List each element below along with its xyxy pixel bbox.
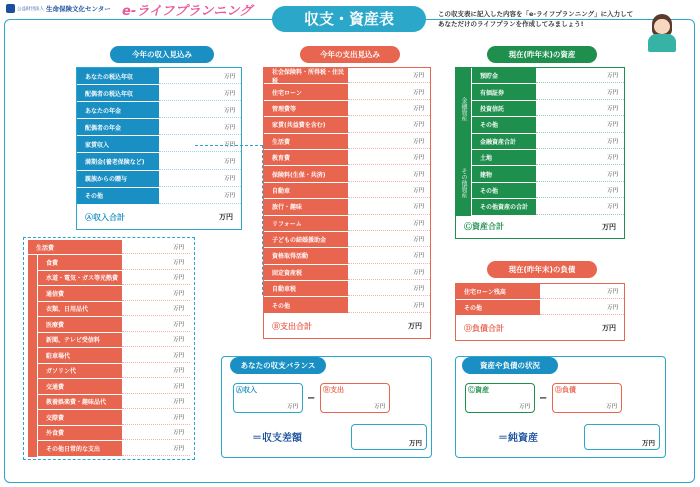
asset-other-row-value[interactable] [536, 166, 624, 181]
income-row-label: 配偶者の税込年収 [77, 85, 159, 101]
living-row-label: 交通費 [38, 379, 122, 394]
living-row-unit: 万円 [172, 290, 184, 297]
expense-row-label: 家賃(共益費を含む) [264, 117, 348, 132]
expense-total[interactable] [264, 314, 430, 339]
expense-row-value[interactable] [348, 265, 430, 280]
income-row-label: あなたの年金 [77, 102, 159, 118]
expense-row[interactable] [264, 232, 430, 248]
expense-row-value[interactable] [348, 199, 430, 214]
liability-row-unit: 万円 [606, 289, 618, 295]
balance-result-field[interactable] [351, 424, 427, 450]
expense-row[interactable] [264, 150, 430, 166]
expense-total-label: Ⓑ支出合計 [272, 321, 312, 331]
asset-financial-row-label: 有価証券 [472, 84, 536, 99]
asset-other-row-label: その他 [472, 183, 536, 198]
living-row-value[interactable] [122, 364, 190, 379]
org-logo [6, 4, 111, 13]
balance-expense-field[interactable] [320, 383, 390, 413]
income-row[interactable] [77, 68, 241, 85]
balance-income-unit: 万円 [286, 404, 298, 410]
expense-row-label: 固定資産税 [264, 265, 348, 280]
expense-row-label: 自動車 [264, 183, 348, 198]
expense-row-unit: 万円 [412, 89, 424, 96]
expense-row-unit: 万円 [412, 269, 424, 276]
liability-row[interactable] [456, 284, 624, 300]
living-row-unit: 万円 [172, 399, 184, 406]
asset-other-row[interactable] [472, 166, 624, 182]
living-row-label: 外食費 [38, 426, 122, 441]
living-row-label: 交際費 [38, 410, 122, 425]
asset-financial-row-label: 投資信託 [472, 101, 536, 116]
expense-row-value[interactable] [348, 183, 430, 198]
expense-row[interactable] [264, 248, 430, 264]
networth-liabilities-label: Ⓓ負債 [555, 386, 576, 394]
expense-row-unit: 万円 [412, 122, 424, 129]
asset-other-row-unit: 万円 [606, 171, 618, 178]
living-row[interactable] [38, 379, 190, 395]
financial-group-label: 金融資産 [456, 68, 472, 150]
networth-result-unit: 万円 [642, 439, 655, 447]
expense-row-unit: 万円 [412, 237, 424, 244]
expense-row-unit: 万円 [412, 286, 424, 293]
living-row-value[interactable] [122, 302, 190, 317]
expense-row-unit: 万円 [412, 155, 424, 162]
networth-minus: − [539, 393, 548, 404]
living-row-label: ガソリン代 [38, 364, 122, 379]
expense-row[interactable] [264, 265, 430, 281]
expense-row-value[interactable] [348, 248, 430, 263]
org-prefix: 公益財団法人 [17, 6, 44, 12]
asset-financial-row[interactable] [472, 101, 624, 117]
assets-total[interactable] [456, 216, 624, 238]
expense-title: 今年の支出見込み [300, 46, 400, 63]
expense-row[interactable] [264, 117, 430, 133]
asset-other-row[interactable] [472, 199, 624, 215]
org-name: 生命保険文化センター [46, 5, 111, 13]
liability-row-value[interactable] [540, 284, 624, 299]
expense-row-label: 社会保険料・所得税・住民税 [264, 68, 348, 83]
asset-other-row-unit: 万円 [606, 204, 618, 211]
logo-mark-icon [6, 4, 15, 13]
income-row-unit: 万円 [223, 107, 235, 114]
living-row-unit: 万円 [172, 337, 184, 344]
living-row-label: 新聞、テレビ受信料 [38, 333, 122, 348]
networth-assets-label: Ⓒ資産 [468, 386, 489, 394]
expense-total-unit: 万円 [408, 322, 422, 331]
expense-row-value[interactable] [348, 232, 430, 247]
expense-row-value[interactable] [348, 216, 430, 231]
income-row-unit: 万円 [223, 90, 235, 97]
asset-other-row-label: 建物 [472, 166, 536, 181]
asset-other-row-value[interactable] [536, 199, 624, 214]
income-row[interactable] [77, 119, 241, 136]
liability-row-label: 住宅ローン残高 [456, 284, 540, 299]
assets-table [455, 67, 625, 239]
income-row-label: 家賃収入 [77, 136, 159, 152]
expense-row-label: リフォーム [264, 216, 348, 231]
income-total-label: Ⓐ収入合計 [85, 212, 125, 222]
liability-row-label: その他 [456, 300, 540, 315]
living-row-unit: 万円 [172, 368, 184, 375]
living-row[interactable] [38, 441, 190, 457]
living-row[interactable] [38, 348, 190, 364]
living-row-value[interactable] [122, 255, 190, 270]
expense-row-label: 保険料(生保・共済) [264, 166, 348, 181]
income-row[interactable] [77, 85, 241, 102]
asset-other-row-value[interactable] [536, 183, 624, 198]
income-row-label: 配偶者の年金 [77, 119, 159, 135]
income-row-unit: 万円 [223, 176, 235, 183]
balance-title: あなたの収支バランス [230, 357, 326, 374]
living-title-unit: 万円 [172, 244, 184, 251]
living-row-label: 通信費 [38, 286, 122, 301]
living-row-value[interactable] [122, 426, 190, 441]
income-row-value[interactable] [159, 85, 241, 101]
living-row[interactable] [38, 302, 190, 318]
living-row-label: 駐車場代 [38, 348, 122, 363]
income-row-label: その他 [77, 188, 159, 204]
asset-financial-row-label: 預貯金 [472, 68, 536, 83]
expense-row-value[interactable] [348, 150, 430, 165]
expense-row-unit: 万円 [412, 253, 424, 260]
expense-row-value[interactable] [348, 134, 430, 149]
expense-row-value[interactable] [348, 297, 430, 312]
income-row-label: あなたの税込年収 [77, 68, 159, 84]
asset-other-row-label: その他資産の合計 [472, 199, 536, 214]
page-title: 収支・資産表 [272, 6, 426, 32]
asset-financial-row-value[interactable] [536, 84, 624, 99]
asset-financial-row-unit: 万円 [606, 138, 618, 145]
asset-other-row[interactable] [472, 150, 624, 166]
living-row-unit: 万円 [172, 306, 184, 313]
living-row-unit: 万円 [172, 321, 184, 328]
balance-income-label: Ⓐ収入 [236, 386, 257, 394]
living-row-label: その他日常的な支出 [38, 441, 122, 456]
living-row[interactable] [38, 364, 190, 380]
living-row-unit: 万円 [172, 430, 184, 437]
asset-other-row-label: 土地 [472, 150, 536, 165]
balance-result-label: ＝収支差額 [252, 433, 302, 444]
living-row-unit: 万円 [172, 259, 184, 266]
liabilities-total-label: Ⓓ負債合計 [464, 323, 504, 333]
expense-row-label: 自動車税 [264, 281, 348, 296]
living-row-value[interactable] [122, 441, 190, 456]
living-row-unit: 万円 [172, 414, 184, 421]
living-row-unit: 万円 [172, 352, 184, 359]
living-row-label: 教養娯楽費・趣味品代 [38, 395, 122, 410]
expense-row-value[interactable] [348, 281, 430, 296]
expense-row[interactable] [264, 281, 430, 297]
living-row-unit: 万円 [172, 445, 184, 452]
expense-row-label: 生活費 [264, 134, 348, 149]
income-row-label: 満期金(養老保険など) [77, 153, 159, 169]
assets-total-unit: 万円 [602, 222, 616, 231]
income-row-unit: 万円 [223, 73, 235, 80]
networth-assets-unit: 万円 [518, 404, 530, 410]
asset-other-row-value[interactable] [536, 150, 624, 165]
living-row-unit: 万円 [172, 275, 184, 282]
living-row[interactable] [38, 333, 190, 349]
brand-logo: e-ライフプランニング [122, 4, 253, 19]
expense-row-unit: 万円 [412, 302, 424, 309]
balance-minus: − [307, 393, 316, 404]
liability-row-value[interactable] [540, 300, 624, 315]
living-row-value[interactable] [122, 395, 190, 410]
balance-result-unit: 万円 [409, 439, 422, 447]
liability-row[interactable] [456, 300, 624, 316]
asset-financial-row-unit: 万円 [606, 73, 618, 80]
living-row[interactable] [38, 271, 190, 287]
expense-row-value[interactable] [348, 68, 430, 83]
balance-income-field[interactable] [233, 383, 303, 413]
income-row-unit: 万円 [223, 124, 235, 131]
networth-assets-field[interactable] [465, 383, 535, 413]
asset-other-row-unit: 万円 [606, 187, 618, 194]
income-row-value[interactable] [159, 119, 241, 135]
networth-liabilities-field[interactable] [552, 383, 622, 413]
intro-text: この収支表に記入した内容を「e-ライフプランニング」に入力して あなただけのライフプランを作成してみましょう! [438, 10, 634, 28]
asset-financial-row-value[interactable] [536, 68, 624, 83]
liabilities-total[interactable] [456, 316, 624, 340]
living-row-value[interactable] [122, 286, 190, 301]
asset-financial-row-unit: 万円 [606, 89, 618, 96]
expense-row[interactable] [264, 101, 430, 117]
living-row-value[interactable] [122, 333, 190, 348]
expense-row-unit: 万円 [412, 73, 424, 80]
expense-row-value[interactable] [348, 117, 430, 132]
living-row[interactable] [38, 317, 190, 333]
balance-expense-unit: 万円 [373, 404, 385, 410]
income-row-value[interactable] [159, 68, 241, 84]
expense-row[interactable] [264, 166, 430, 182]
expense-row-unit: 万円 [412, 220, 424, 227]
expense-row-unit: 万円 [412, 187, 424, 194]
expense-row[interactable] [264, 297, 430, 313]
asset-financial-row-label: 金融資産合計 [472, 134, 536, 149]
income-row[interactable] [77, 102, 241, 119]
income-row-label: 親族からの贈与 [77, 171, 159, 187]
liabilities-table [455, 283, 625, 341]
guide-person-icon [642, 14, 684, 56]
expense-table [263, 67, 431, 339]
expense-row-label: 教育費 [264, 150, 348, 165]
income-title: 今年の収入見込み [110, 46, 214, 63]
living-row-label: 医療費 [38, 317, 122, 332]
living-row[interactable] [38, 410, 190, 426]
other-group-label: その他資産 [456, 150, 472, 216]
income-row-value[interactable] [159, 102, 241, 118]
expense-row-label: 旅行・趣味 [264, 199, 348, 214]
asset-financial-row[interactable] [472, 134, 624, 150]
living-table [23, 237, 195, 460]
asset-financial-row-unit: 万円 [606, 122, 618, 129]
living-row[interactable] [38, 255, 190, 271]
expense-row-value[interactable] [348, 84, 430, 99]
expense-row[interactable] [264, 134, 430, 150]
income-total-unit: 万円 [219, 213, 233, 222]
asset-financial-row-unit: 万円 [606, 105, 618, 112]
living-title-value[interactable] [122, 240, 190, 254]
expense-row-label: 管理費等 [264, 101, 348, 116]
living-row-unit: 万円 [172, 383, 184, 390]
living-connector [195, 145, 263, 295]
living-row-value[interactable] [122, 317, 190, 332]
expense-row[interactable] [264, 84, 430, 100]
living-row[interactable] [38, 395, 190, 411]
networth-title: 資産や負債の状況 [462, 357, 558, 374]
living-title-row[interactable] [28, 240, 190, 255]
expense-row[interactable] [264, 68, 430, 84]
living-title: 生活費 [28, 240, 122, 254]
living-row[interactable] [38, 426, 190, 442]
asset-financial-row-value[interactable] [536, 134, 624, 149]
expense-row-value[interactable] [348, 166, 430, 181]
networth-result-label: ＝純資産 [498, 433, 538, 444]
expense-row-label: 資格取得活動 [264, 248, 348, 263]
living-row[interactable] [38, 286, 190, 302]
asset-other-row[interactable] [472, 183, 624, 199]
living-row-value[interactable] [122, 271, 190, 286]
income-row-unit: 万円 [223, 141, 235, 148]
expense-row[interactable] [264, 216, 430, 232]
liabilities-title: 現在(昨年末)の負債 [487, 261, 597, 278]
asset-financial-row[interactable] [472, 84, 624, 100]
living-row-label: 食費 [38, 255, 122, 270]
expense-row[interactable] [264, 199, 430, 215]
expense-row-unit: 万円 [412, 171, 424, 178]
asset-other-row-unit: 万円 [606, 155, 618, 162]
living-indent-bar [28, 255, 38, 457]
balance-expense-label: Ⓑ支出 [323, 386, 344, 394]
asset-financial-row[interactable] [472, 68, 624, 84]
expense-row-label: 住宅ローン [264, 84, 348, 99]
living-row-label: 衣類、日用品代 [38, 302, 122, 317]
expense-row-unit: 万円 [412, 204, 424, 211]
living-row-value[interactable] [122, 379, 190, 394]
expense-row-value[interactable] [348, 101, 430, 116]
networth-result-field[interactable] [584, 424, 660, 450]
living-row-value[interactable] [122, 410, 190, 425]
income-row-unit: 万円 [223, 159, 235, 166]
liability-row-unit: 万円 [606, 305, 618, 311]
expense-row-unit: 万円 [412, 138, 424, 145]
living-row-value[interactable] [122, 348, 190, 363]
asset-financial-row-label: その他 [472, 117, 536, 132]
expense-row-label: 子どもの結婚援助金 [264, 232, 348, 247]
networth-liabilities-unit: 万円 [605, 404, 617, 410]
assets-total-label: Ⓒ資産合計 [464, 222, 504, 232]
asset-financial-row-value[interactable] [536, 101, 624, 116]
living-row-label: 水道・電気・ガス等光熱費 [38, 271, 122, 286]
income-row-unit: 万円 [223, 193, 235, 200]
expense-row-label: その他 [264, 297, 348, 312]
assets-title: 現在(昨年末)の資産 [487, 46, 597, 63]
expense-row-unit: 万円 [412, 105, 424, 112]
asset-financial-row-value[interactable] [536, 117, 624, 132]
expense-row[interactable] [264, 183, 430, 199]
asset-financial-row[interactable] [472, 117, 624, 133]
liabilities-total-unit: 万円 [602, 324, 616, 332]
